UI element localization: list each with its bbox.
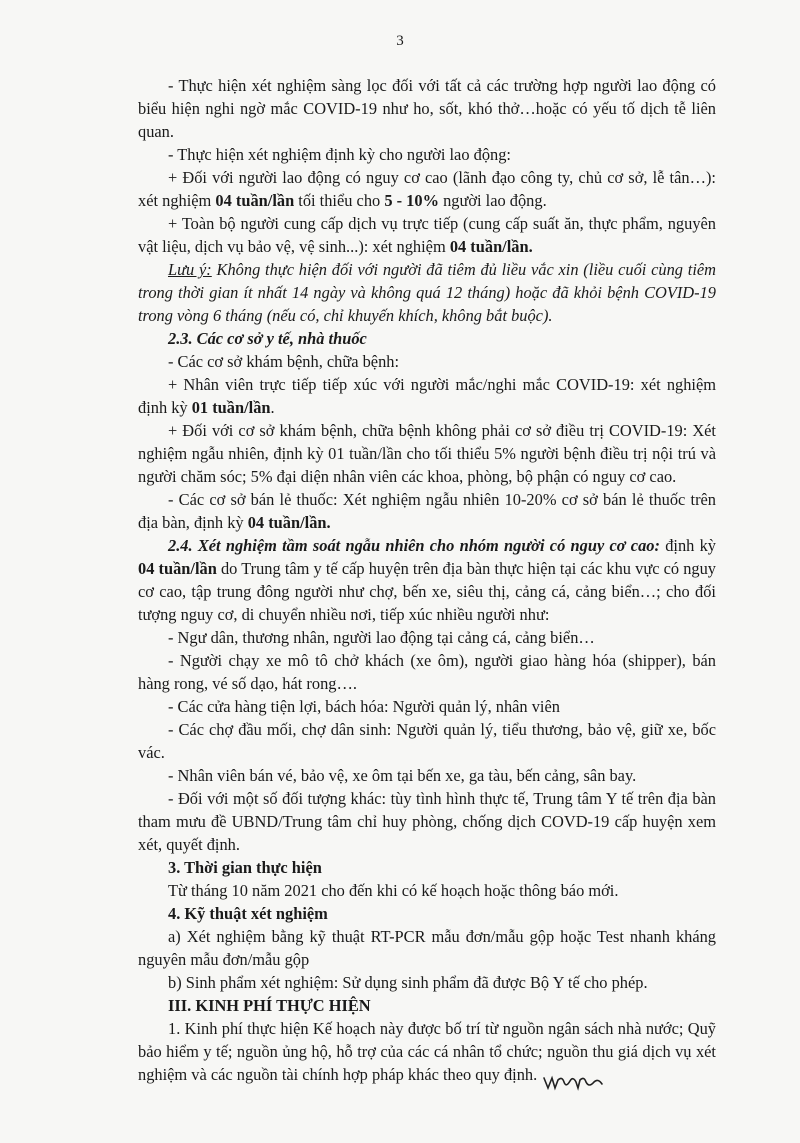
paragraph-service-providers: + Toàn bộ người cung cấp dịch vụ trực tiếp (cung cấp suất ăn, thực phẩm, nguyên vật liệu, dịch vụ bảo vệ, vệ sinh...): xét nghiệm 04 tuần/lần. xyxy=(138,214,716,256)
paragraph-note: Lưu ý: Không thực hiện đối với người đã tiêm đủ liều vắc xin (liều cuối cùng tiêm trong thời gian ít nhất 14 ngày và không quá 12 tháng) hoặc đã khỏi bệnh COVID-19 trong vòng 6 tháng (nếu có, chỉ khuyến khích, không bắt buộc). xyxy=(138,260,716,325)
list-item-stores: - Các cửa hàng tiện lợi, bách hóa: Người quản lý, nhân viên xyxy=(168,697,560,716)
document-body xyxy=(138,74,716,1086)
paragraph-funding: 1. Kinh phí thực hiện Kế hoạch này được bố trí từ nguồn ngân sách nhà nước; Quỹ bảo hiểm y tế; nguồn ủng hộ, hỗ trợ của các cá nhân tổ chức; nguồn thu giá dịch vụ xét nghiệm và các nguồn tài chính hợp pháp khác theo quy định. xyxy=(138,1019,716,1084)
note-label: Lưu ý: xyxy=(168,260,212,279)
heading-section-iii: III. KINH PHÍ THỰC HIỆN xyxy=(168,996,371,1015)
paragraph-technique: a) Xét nghiệm bằng kỹ thuật RT-PCR mẫu đơn/mẫu gộp hoặc Test nhanh kháng nguyên mẫu đơn/mẫu gộp xyxy=(138,927,716,969)
heading-4: 4. Kỹ thuật xét nghiệm xyxy=(168,904,328,923)
list-item-drivers: - Người chạy xe mô tô chở khách (xe ôm), người giao hàng hóa (shipper), bán hàng rong, vé số dạo, hát rong…. xyxy=(138,651,716,693)
heading-2-4: 2.4. Xét nghiệm tầm soát ngẫu nhiên cho nhóm người có nguy cơ cao: xyxy=(168,536,660,555)
paragraph-periodic-testing: - Thực hiện xét nghiệm định kỳ cho người lao động: xyxy=(168,145,511,164)
paragraph-pharmacies: - Các cơ sở bán lẻ thuốc: Xét nghiệm ngẫu nhiên 10-20% cơ sở bán lẻ thuốc trên địa bàn, định kỳ 04 tuần/lần. xyxy=(138,490,716,532)
paragraph-2-4: 2.4. Xét nghiệm tầm soát ngẫu nhiên cho nhóm người có nguy cơ cao: định kỳ 04 tuần/lần do Trung tâm y tế cấp huyện trên địa bàn thực hiện tại các khu vực có nguy cơ cao, tập trung đông người như chợ, bến xe, siêu thị, cảng cá, cảng biển…; cho đối tượng nguy cơ, di chuyển nhiều nơi, tiếp xúc nhiều người như: xyxy=(138,536,717,624)
paragraph-high-risk-workers: + Đối với người lao động có nguy cơ cao (lãnh đạo công ty, chủ cơ sở, lễ tân…): xét nghiệm 04 tuần/lần tối thiểu cho 5 - 10% người lao động. xyxy=(138,168,716,210)
paragraph-screening: - Thực hiện xét nghiệm sàng lọc đối với tất cả các trường hợp người lao động có biểu hiện nghi ngờ mắc COVID-19 như ho, sốt, khó thở…hoặc có yếu tố dịch tễ liên quan. xyxy=(138,76,716,141)
heading-2-3: 2.3. Các cơ sở y tế, nhà thuốc xyxy=(168,329,367,348)
list-item-transport-staff: - Nhân viên bán vé, bảo vệ, xe ôm tại bến xe, ga tàu, bến cảng, sân bay. xyxy=(168,766,637,785)
list-item-fishermen: - Ngư dân, thương nhân, người lao động tại cảng cá, cảng biển… xyxy=(168,628,595,647)
paragraph-direct-contact-staff: + Nhân viên trực tiếp tiếp xúc với người mắc/nghi mắc COVID-19: xét nghiệm định kỳ 01 tuần/lần. xyxy=(138,375,716,417)
list-item-other: - Đối với một số đối tượng khác: tùy tình hình thực tế, Trung tâm Y tế trên địa bàn tham mưu đề UBND/Trung tâm chỉ huy phòng, chống dịch COVD-19 cấp huyện xem xét, quyết định. xyxy=(138,789,716,854)
paragraph-timeline: Từ tháng 10 năm 2021 cho đến khi có kế hoạch hoặc thông báo mới. xyxy=(168,881,619,900)
page-number: 3 xyxy=(396,33,404,49)
paragraph-biologicals: b) Sinh phẩm xét nghiệm: Sử dụng sinh phẩm đã được Bộ Y tế cho phép. xyxy=(168,973,648,992)
heading-3: 3. Thời gian thực hiện xyxy=(168,858,322,877)
handwritten-initials-icon xyxy=(540,1068,620,1096)
paragraph-non-covid-facilities: + Đối với cơ sở khám bệnh, chữa bệnh không phải cơ sở điều trị COVID-19: Xét nghiệm ngẫu nhiên, định kỳ 01 tuần/lần cho tối thiểu 5% người bệnh điều trị nội trú và người chăm sóc; 5% đại diện nhân viên các khoa, phòng, bộ phận có nguy cơ cao. xyxy=(138,421,716,486)
paragraph-medical-facilities: - Các cơ sở khám bệnh, chữa bệnh: xyxy=(168,352,400,371)
list-item-markets: - Các chợ đầu mối, chợ dân sinh: Người quản lý, tiểu thương, bảo vệ, giữ xe, bốc vác. xyxy=(138,720,716,762)
